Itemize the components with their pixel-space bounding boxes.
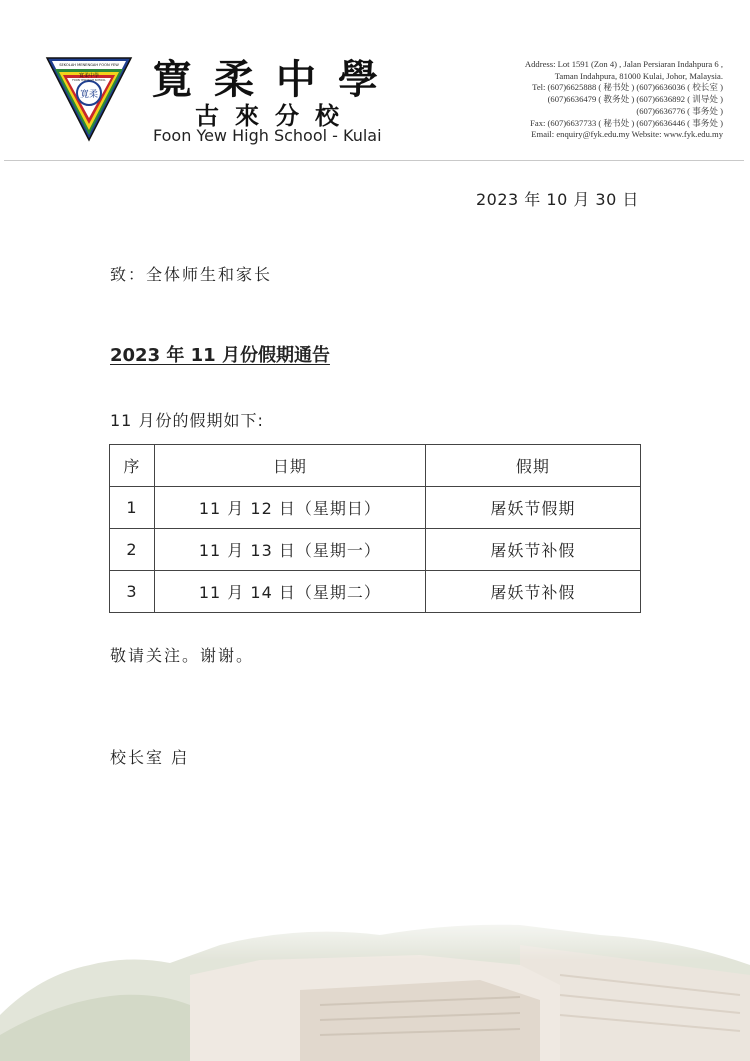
logo-middle-text: 寬柔中學	[78, 73, 100, 79]
table-header-row	[110, 445, 641, 487]
row-no: 2	[110, 529, 155, 571]
contact-line: (607)6636776 ( 事务处 )	[636, 105, 723, 116]
letterhead	[0, 0, 750, 162]
row-date: 11 月 13 日（星期一）	[154, 529, 425, 571]
campus-watermark-image	[0, 905, 750, 1061]
header-holiday: 假期	[425, 445, 640, 487]
table-row	[110, 487, 641, 529]
recipient-line: 致：全体师生和家长	[110, 265, 273, 284]
branch-name-chinese: 古來分校	[195, 101, 355, 130]
contact-line: Email: enquiry@fyk.edu.my Website: www.fyk.edu.my	[531, 129, 723, 140]
row-holiday: 屠妖节假期	[425, 487, 640, 529]
contact-line: Taman Indahpura, 81000 Kulai, Johor, Malaysia.	[554, 70, 723, 81]
table-row	[110, 571, 641, 613]
intro-text: 11 月份的假期如下:	[110, 411, 264, 430]
school-name-chinese: 寛柔中學	[152, 56, 400, 103]
row-holiday: 屠妖节补假	[425, 529, 640, 571]
row-no: 1	[110, 487, 155, 529]
table-row	[110, 529, 641, 571]
holiday-table	[109, 444, 641, 613]
logo-top-text: SEKOLAH MENENGAH FOON YEW	[59, 63, 119, 67]
notice-title: 2023 年 11 月份假期通告	[110, 345, 330, 366]
row-date: 11 月 12 日（星期日）	[154, 487, 425, 529]
row-no: 3	[110, 571, 155, 613]
signature: 校长室 启	[110, 748, 190, 767]
school-name-english: Foon Yew High School - Kulai	[153, 126, 382, 145]
closing-text: 敬请关注。谢谢。	[110, 646, 255, 665]
row-holiday: 屠妖节补假	[425, 571, 640, 613]
header-no: 序	[110, 445, 155, 487]
header-divider	[4, 160, 744, 161]
letter-date: 2023 年 10 月 30 日	[476, 190, 639, 209]
contact-line: Tel: (607)6625888 ( 秘书处 ) (607)6636036 ( 校长室 )	[532, 82, 723, 93]
row-date: 11 月 14 日（星期二）	[154, 571, 425, 613]
header-date: 日期	[154, 445, 425, 487]
contact-line: (607)6636479 ( 教务处 ) (607)6636892 ( 训导处 )	[547, 94, 723, 105]
contact-line: Fax: (607)6637733 ( 秘书处 ) (607)6636446 ( 事务处 )	[530, 117, 723, 128]
contact-line: Address: Lot 1591 (Zon 4) , Jalan Persiaran Indahpura 6 ,	[524, 59, 723, 69]
contact-block	[473, 59, 723, 141]
logo-center-text: 寬柔	[79, 90, 99, 100]
logo-sub-text: FOON YEW HIGH SCHOOL	[72, 79, 106, 82]
school-logo	[45, 56, 133, 142]
